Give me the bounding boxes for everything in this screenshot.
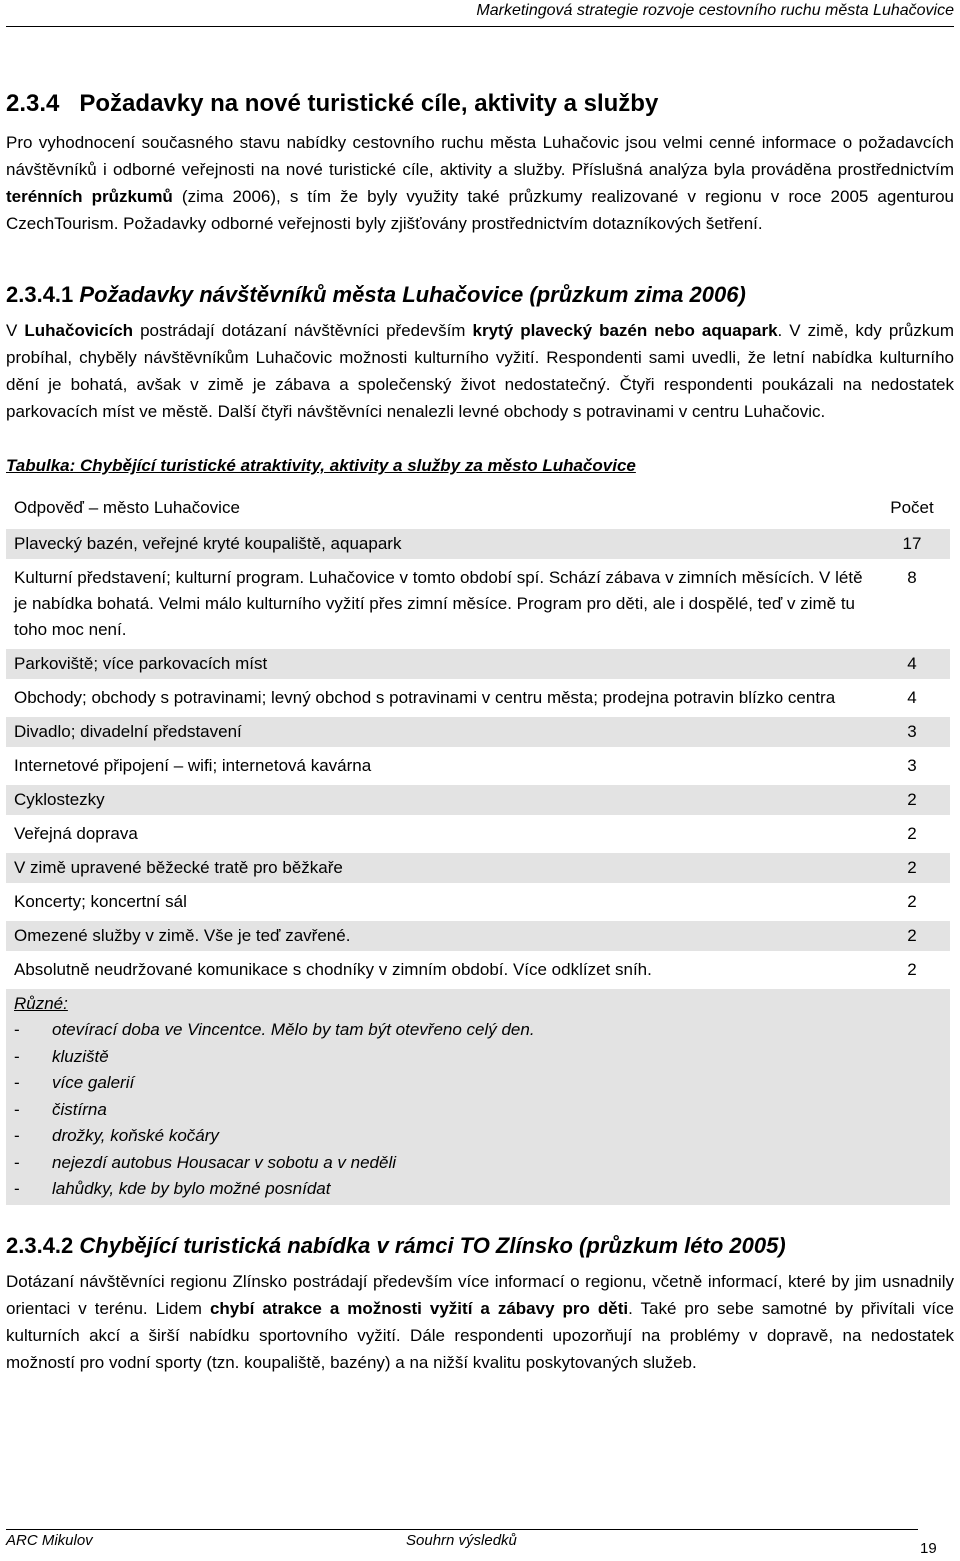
subsection-1-title-text: Požadavky návštěvníků města Luhačovice (průzkum zima 2006) [79, 282, 746, 307]
subsection-2-number: 2.3.4.2 [6, 1233, 74, 1258]
sub1-bold-2: krytý plavecký bazén nebo aquapark [472, 321, 778, 340]
running-header: Marketingová strategie rozvoje cestovního ruchu města Luhačovice [476, 2, 954, 19]
row-answer: Veřejná doprava [14, 824, 138, 843]
row-count: 3 [907, 756, 917, 775]
row-count: 17 [874, 529, 950, 559]
table-row-misc [6, 989, 950, 1205]
table-caption: Tabulka: Chybějící turistické atraktivity, aktivity a služby za město Luhačovice [6, 456, 636, 475]
row-count: 2 [874, 921, 950, 951]
row-count: 4 [907, 688, 917, 707]
footer-document-name: Souhrn výsledků [406, 1532, 517, 1549]
row-answer: Omezené služby v zimě. Vše je teď zavřené. [6, 921, 874, 951]
row-answer: Absolutně neudržované komunikace s chodníky v zimním období. Více odklízet sníh. [14, 960, 652, 979]
intro-text-2: (zima 2006), s tím že byly využity také průzkumy realizované v regionu v roce 2005 agenturou CzechTourism. Požadavky odborné veřejnosti byly zjišťovány prostřednictvím dotazníkových šetření. [6, 187, 954, 233]
sub1-text-3: . V zimě, kdy průzkum probíhal, chyběly návštěvníkům Luhačovic možnosti kulturního vyžití. Respondenti sami uvedli, že letní nabídka kulturního dění je bohatá, avšak v zimě je zábava a společenský život nedostatečný. Čtyři respondenti poukázali na nedostatek parkovacích míst ve městě. Další čtyři návštěvníci nenalezli levné obchody s potravinami v centru Luhačovic. [6, 321, 955, 421]
footer-organization: ARC Mikulov [6, 1532, 93, 1549]
sub2-text-2: . Také pro sebe samotné by přivítali více kulturních akcí a širší nabídku sportovního vyžití. Dále respondenti upozorňují na problémy v dopravě, na nedostatek možností pro vodní sporty (tzn. koupaliště, bazény) a na nižší kvalitu poskytovaných služeb. [6, 1299, 954, 1372]
list-item: - nejezdí autobus Housacar v sobotu a v neděli [52, 1150, 942, 1177]
section-title [6, 90, 658, 118]
subsection-1-title [6, 282, 746, 308]
table-row [6, 751, 950, 781]
row-count: 2 [907, 892, 917, 911]
header-count: Počet [890, 498, 934, 517]
table-row [6, 529, 950, 559]
sub1-bold-1: Luhačovicích [24, 321, 134, 340]
row-answer: Obchody; obchody s potravinami; levný obchod s potravinami v centru města; prodejna potravin blízko centra [14, 688, 836, 707]
table-row [6, 853, 950, 883]
misc-cell [6, 989, 950, 1205]
page-number: 19 [920, 1540, 937, 1557]
table-row [6, 921, 950, 951]
section-number: 2.3.4 [6, 90, 60, 117]
intro-text-1: Pro vyhodnocení současného stavu nabídky cestovního ruchu města Luhačovic jsou velmi cenné informace o požadavcích návštěvníků i odborné veřejnosti na nové turistické cíle, aktivity a služby. Příslušná analýza byla prováděna prostřednictvím [6, 133, 954, 179]
list-item: - otevírací doba ve Vincentce. Mělo by tam být otevřeno celý den. [52, 1017, 942, 1044]
misc-label: Různé: [14, 994, 68, 1013]
table-row [6, 683, 950, 713]
row-count: 3 [874, 717, 950, 747]
row-count: 2 [907, 960, 917, 979]
row-answer: Parkoviště; více parkovacích míst [6, 649, 874, 679]
table-header-row [6, 491, 950, 525]
table-row [6, 819, 950, 849]
sub2-bold-1: chybí atrakce a možnosti vyžití a zábavy pro děti [209, 1299, 629, 1318]
subsection-2-title-text: Chybějící turistická nabídka v rámci TO Zlínsko (průzkum léto 2005) [79, 1233, 786, 1258]
table-row [6, 785, 950, 815]
header-answer: Odpověď – město Luhačovice [14, 498, 240, 517]
header-divider [6, 26, 954, 27]
sub1-text-2: postrádají dotázaní návštěvníci především [133, 321, 473, 340]
row-count: 4 [874, 649, 950, 679]
misc-list [14, 1017, 942, 1203]
list-item: - lahůdky, kde by bylo možné posnídat [52, 1176, 942, 1203]
row-answer: Divadlo; divadelní představení [6, 717, 874, 747]
table-row [6, 717, 950, 747]
sub2-text-1: Dotázaní návštěvníci regionu Zlínsko postrádají především více informací o regionu, včetně informací, které by jim usnadnily orientaci v terénu. Lidem [6, 1272, 954, 1318]
row-count: 2 [874, 853, 950, 883]
list-item: - kluziště [52, 1044, 942, 1071]
missing-attractions-table [6, 487, 950, 1209]
table-row [6, 887, 950, 917]
row-answer: Kulturní představení; kulturní program. Luhačovice v tomto období spí. Schází zábava v zimních měsících. V létě je nabídka bohatá. Velmi málo kulturního vyžití přes zimní měsíce. Program pro děti, ale i dospělé, teď v zimě tu toho moc není. [14, 568, 863, 639]
section-title-text: Požadavky na nové turistické cíle, aktivity a služby [79, 90, 659, 117]
table-row [6, 563, 950, 645]
list-item: - drožky, koňské kočáry [52, 1123, 942, 1150]
intro-paragraph [6, 129, 954, 237]
row-answer: Cyklostezky [6, 785, 874, 815]
row-answer: V zimě upravené běžecké tratě pro běžkaře [6, 853, 874, 883]
subsection-1-paragraph [6, 317, 954, 425]
subsection-1-number: 2.3.4.1 [6, 282, 74, 307]
subsection-2-title [6, 1233, 786, 1259]
row-answer: Plavecký bazén, veřejné kryté koupaliště, aquapark [6, 529, 874, 559]
subsection-2-paragraph [6, 1268, 954, 1376]
sub1-text-1: V [6, 321, 25, 340]
row-count: 2 [907, 824, 917, 843]
table-row [6, 649, 950, 679]
table-row [6, 955, 950, 985]
list-item: - čistírna [52, 1097, 942, 1124]
row-count: 8 [907, 568, 917, 587]
row-answer: Koncerty; koncertní sál [14, 892, 187, 911]
row-answer: Internetové připojení – wifi; internetová kavárna [14, 756, 372, 775]
footer-divider [6, 1529, 918, 1530]
row-count: 2 [874, 785, 950, 815]
intro-bold-1: terénních průzkumů [6, 187, 173, 206]
list-item: - více galerií [52, 1070, 942, 1097]
